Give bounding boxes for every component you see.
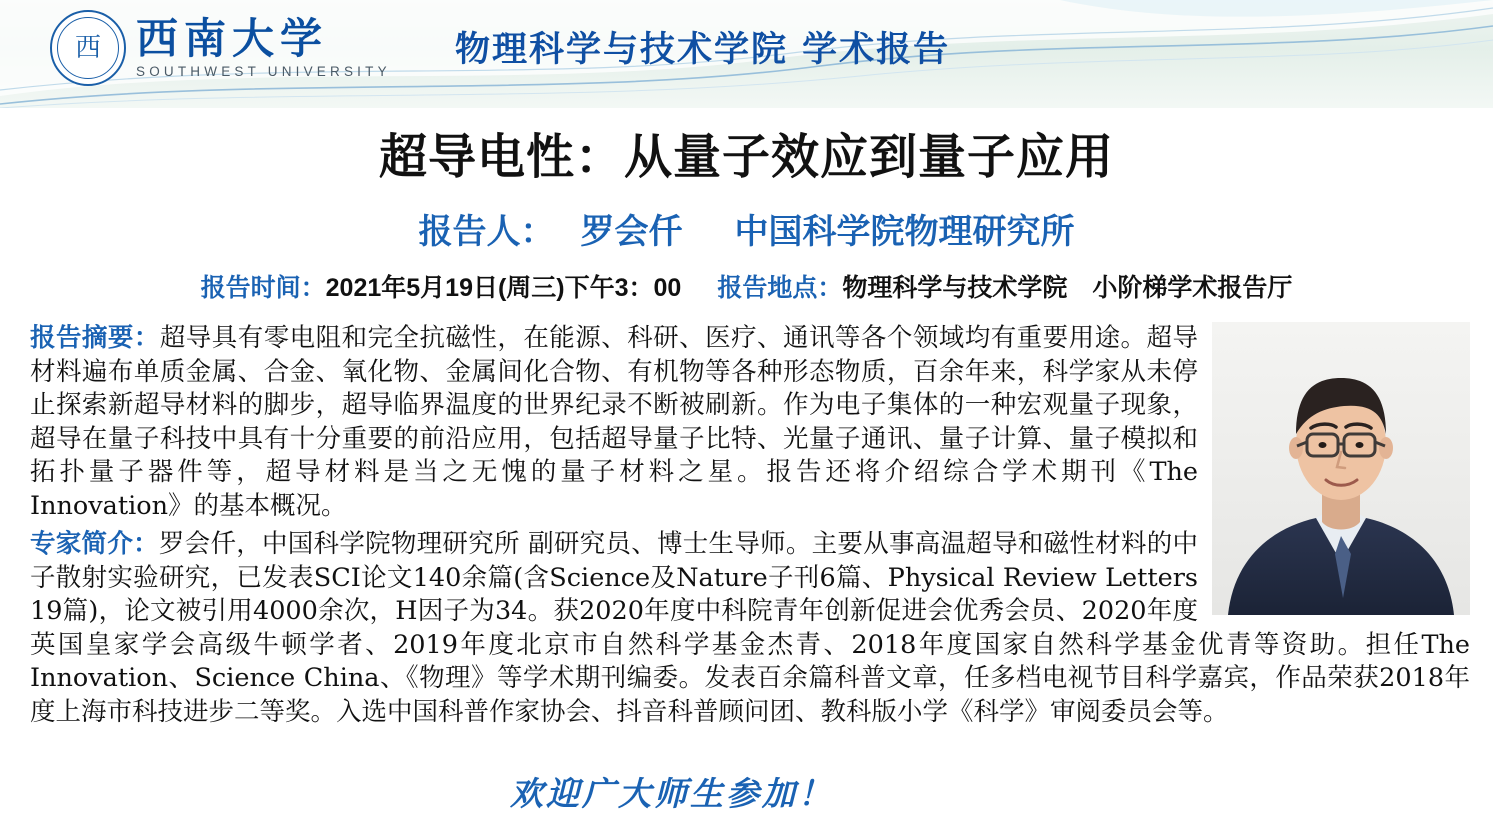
abstract-label: 报告摘要：	[30, 323, 160, 353]
university-seal-icon	[50, 10, 126, 86]
talk-meta-line	[0, 268, 1493, 304]
header-banner	[0, 0, 1493, 108]
university-name-cn: 西南大学	[136, 14, 329, 64]
speaker-name: 罗会仟	[580, 213, 683, 251]
welcome-note: 欢迎广大师生参加！	[510, 774, 834, 813]
banner-title: 物理科学与技术学院 学术报告	[455, 29, 951, 70]
bio-label: 专家简介：	[30, 529, 159, 559]
poster-body	[30, 322, 1470, 729]
speaker-portrait	[1212, 322, 1470, 615]
speaker-line	[0, 204, 1493, 253]
place-label: 报告地点：	[717, 274, 843, 302]
portrait-illustration	[1212, 322, 1470, 615]
speaker-label: 报告人：	[418, 213, 555, 251]
page-title: 超导电性：从量子效应到量子应用	[378, 129, 1114, 185]
university-logo	[50, 10, 391, 86]
time-value: 2021年5月19日(周三)下午3：00	[325, 274, 682, 302]
place-value: 物理科学与技术学院 小阶梯学术报告厅	[842, 274, 1293, 302]
bio-text: 罗会仟，中国科学院物理研究所 副研究员、博士生导师。主要从事高温超导和磁性材料的中子散射实验研究，已发表SCI论文140余篇(含Science及Nature子刊6篇、Physical Review Letters 19篇)，论文被引用4000余次，H因子为34。获2020年度中科院青年创新促进会优秀会员、2020年度英国皇家学会高级牛顿学者、2019年度北京市自然科学基金杰青、2018年度国家自然科学基金优青等资助。担任The Innovation、Science China、《物理》等学术期刊编委。发表百余篇科普文章，任多档电视节目科学嘉宾，作品荣获2018年度上海市科技进步二等奖。入选中国科普作家协会、抖音科普顾问团、教科版小学《科学》审阅委员会等。	[30, 529, 1470, 727]
university-wordmark	[136, 14, 391, 79]
speaker-affiliation: 中国科学院物理研究所	[734, 213, 1075, 251]
time-label: 报告时间：	[200, 274, 326, 302]
university-name-en: SOUTHWEST UNIVERSITY	[136, 63, 391, 79]
abstract-text: 超导具有零电阻和完全抗磁性，在能源、科研、医疗、通讯等各个领域均有重要用途。超导材料遍布单质金属、合金、氧化物、金属间化合物、有机物等各种形态物质，百余年来，科学家从未停止探索新超导材料的脚步，超导临界温度的世界纪录不断被刷新。作为电子集体的一种宏观量子现象，超导在量子科技中具有十分重要的前沿应用，包括超导量子比特、光量子通讯、量子计算、量子模拟和拓扑量子器件等，超导材料是当之无愧的量子材料之星。报告还将介绍综合学术期刊《The Innovation》的基本概况。	[30, 323, 1198, 521]
seal-glyph: 西	[74, 33, 101, 63]
